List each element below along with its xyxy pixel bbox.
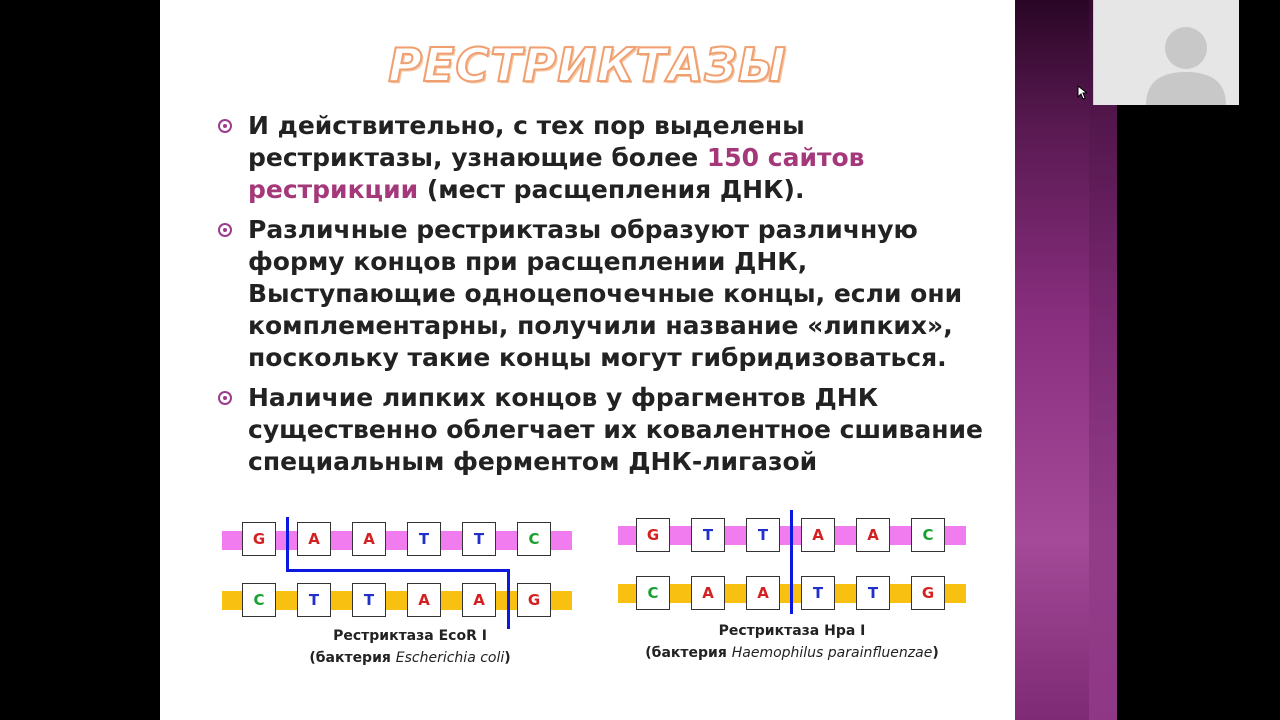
caption-species: Haemophilus parainfluenzae <box>731 645 933 661</box>
top-base-3: T <box>746 518 780 552</box>
bullet-2-text: Различные рестриктазы образуют различную форму концов при расщеплении ДНК, Выступающие одноцепочечные концы, если они комплементарны, получили название «липких», поскольку такие концы могут гибридизоваться. <box>248 215 963 372</box>
bottom-base-1: C <box>242 583 276 617</box>
cut-line-vertical-1 <box>286 517 289 571</box>
bullet-1-text: И действительно, с тех пор выделены рестриктазы, узнающие более <box>248 111 805 172</box>
caption-title: Рестриктаза Hpa I <box>718 623 866 639</box>
top-base-3: A <box>352 522 386 556</box>
caption-organism <box>618 642 966 664</box>
bullet-3-text: Наличие липких концов у фрагментов ДНК существенно облегчает их ковалентное сшивание специальным ферментом ДНК-лигазой <box>248 383 983 476</box>
bottom-base-6: G <box>911 576 945 610</box>
bullet-item-3 <box>218 382 988 478</box>
bottom-base-5: T <box>856 576 890 610</box>
top-base-6: C <box>911 518 945 552</box>
bottom-base-4: A <box>407 583 441 617</box>
bottom-base-1: C <box>636 576 670 610</box>
top-base-6: C <box>517 522 551 556</box>
bottom-base-3: T <box>352 583 386 617</box>
bullet-icon <box>218 119 232 133</box>
caption-suffix: ) <box>932 645 939 661</box>
top-base-2: T <box>691 518 725 552</box>
webcam-thumbnail[interactable] <box>1093 0 1239 105</box>
caption-organism <box>250 647 570 669</box>
hpai-diagram <box>618 510 978 670</box>
mouse-cursor-icon <box>1077 85 1087 101</box>
bottom-base-6: G <box>517 583 551 617</box>
bullet-item-2 <box>218 214 988 374</box>
ecori-diagram <box>220 515 580 675</box>
bullet-item-1 <box>218 110 988 206</box>
caption-prefix: (бактерия <box>309 650 396 666</box>
ecori-caption <box>250 625 570 669</box>
bottom-base-3: A <box>746 576 780 610</box>
top-base-5: A <box>856 518 890 552</box>
presentation-slide <box>160 0 1015 720</box>
slide-title: РЕСТРИКТАЗЫ <box>388 38 787 92</box>
bullet-icon <box>218 223 232 237</box>
webcam-border <box>1238 0 1280 105</box>
top-base-4: T <box>407 522 441 556</box>
top-base-2: A <box>297 522 331 556</box>
user-avatar-placeholder-icon <box>1094 0 1239 105</box>
cut-line-horizontal <box>286 569 510 572</box>
top-base-1: G <box>242 522 276 556</box>
caption-suffix: ) <box>504 650 511 666</box>
bullet-list <box>218 110 988 486</box>
bottom-base-4: T <box>801 576 835 610</box>
top-base-5: T <box>462 522 496 556</box>
bullet-icon <box>218 391 232 405</box>
slide-decorative-band <box>1015 0 1117 720</box>
bottom-base-5: A <box>462 583 496 617</box>
caption-species: Escherichia coli <box>395 650 505 666</box>
bottom-base-2: T <box>297 583 331 617</box>
caption-prefix: (бактерия <box>645 645 732 661</box>
bullet-1-text-end: (мест расщепления ДНК). <box>418 175 805 204</box>
top-base-1: G <box>636 518 670 552</box>
bottom-base-2: A <box>691 576 725 610</box>
cut-line-vertical-2 <box>507 569 510 629</box>
cut-line-vertical <box>790 510 793 614</box>
top-base-4: A <box>801 518 835 552</box>
bullet-1-highlight: 150 сайтов рестрикции <box>248 143 865 204</box>
hpai-caption <box>618 620 966 664</box>
window-background <box>1117 105 1280 720</box>
caption-title: Рестриктаза EcoR I <box>333 628 487 644</box>
